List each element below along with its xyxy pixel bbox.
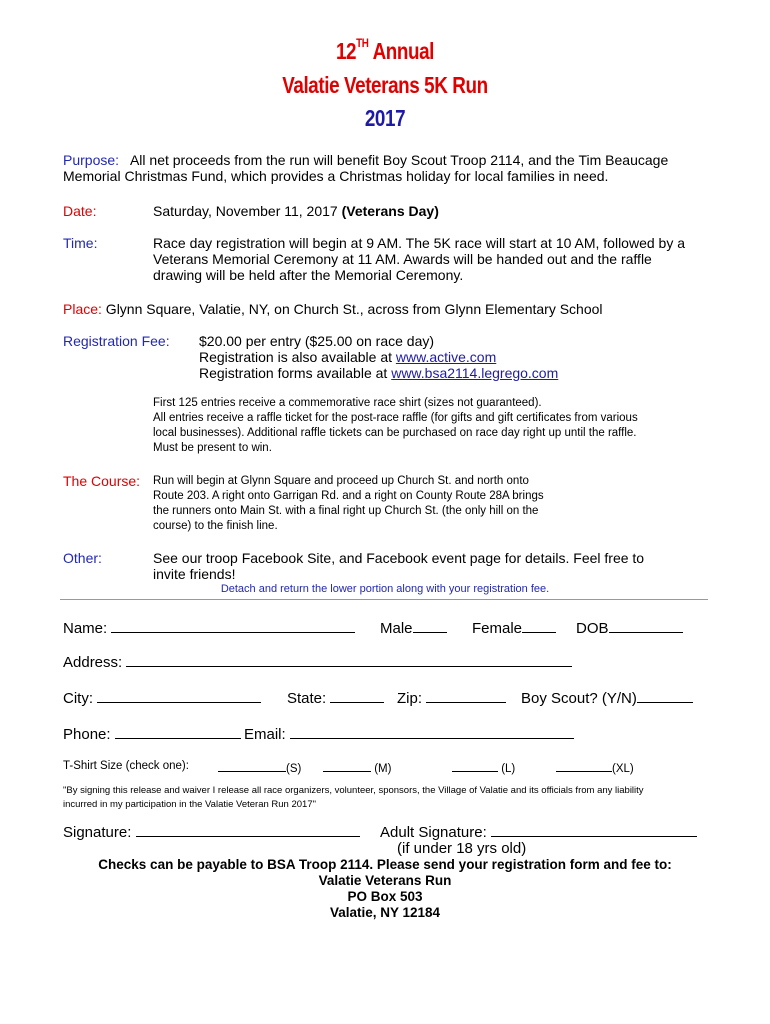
- phone-field[interactable]: [115, 724, 241, 739]
- course-details: [153, 474, 723, 534]
- dob-label: DOB: [576, 620, 609, 637]
- signature-row: [63, 822, 360, 842]
- purpose-line-2: Memorial Christmas Fund, which provides a Christmas holiday for local families in need.: [63, 168, 609, 184]
- tshirt-s-field[interactable]: [218, 760, 286, 772]
- title-annual: Annual: [368, 38, 435, 64]
- tshirt-l: [452, 760, 515, 775]
- email-label: Email:: [244, 726, 286, 743]
- tshirt-l-label: (L): [501, 763, 516, 775]
- tshirt-m: [323, 760, 391, 775]
- bsa2114-link[interactable]: www.bsa2114.legrego.com: [391, 365, 559, 381]
- other-line-2: invite friends!: [153, 566, 236, 582]
- other-line-1: See our troop Facebook Site, and Facebook event page for details. Feel free to: [153, 550, 645, 566]
- mailing-info: [0, 857, 770, 921]
- zip-label: Zip:: [397, 690, 423, 707]
- tshirt-xl: [556, 760, 634, 775]
- boy-scout-row: [521, 688, 693, 708]
- date-veterans-day: (Veterans Day): [341, 203, 439, 219]
- active-com-link[interactable]: www.active.com: [395, 349, 497, 365]
- boy-scout-label: Boy Scout? (Y/N): [521, 690, 637, 707]
- title-superscript: TH: [356, 36, 369, 50]
- adult-signature-label: Adult Signature:: [380, 824, 487, 841]
- adult-signature-row: [380, 822, 697, 842]
- course-label: The Course:: [63, 473, 141, 489]
- detach-note: Detach and return the lower portion along with your registration fee.: [220, 583, 550, 595]
- entries-line-3: local businesses). Additional raffle tickets can be purchased on race day right up until the raffle.: [153, 427, 637, 439]
- place-label: Place:: [63, 301, 102, 317]
- tshirt-m-label: (M): [374, 763, 392, 775]
- entries-info: [153, 396, 723, 456]
- fee-label: Registration Fee:: [63, 333, 170, 349]
- waiver-text: [63, 784, 713, 812]
- female-field[interactable]: [522, 618, 556, 633]
- male-label: Male: [380, 620, 413, 637]
- fee-line-2-text: Registration is also available at: [199, 349, 396, 365]
- purpose-label: Purpose:: [63, 152, 120, 168]
- course-line-3: the runners onto Main St. with a final right up Church St. (the only hill on the: [153, 505, 539, 517]
- tshirt-label: T-Shirt Size (check one):: [63, 760, 189, 772]
- other-details: [153, 550, 723, 582]
- address-field[interactable]: [126, 652, 572, 667]
- entries-line-4: Must be present to win.: [153, 442, 272, 454]
- purpose-section: [63, 152, 723, 184]
- entries-line-1: First 125 entries receive a commemorative race shirt (sizes not guaranteed).: [153, 397, 542, 409]
- tshirt-xl-label: (XL): [612, 763, 634, 775]
- mailing-line-1: Checks can be payable to BSA Troop 2114. Please send your registration form and fee to:: [98, 857, 672, 872]
- phone-label: Phone:: [63, 726, 111, 743]
- state-field[interactable]: [330, 688, 384, 703]
- zip-field[interactable]: [426, 688, 506, 703]
- title-year: 2017: [364, 105, 406, 131]
- course-line-4: course) to the finish line.: [153, 520, 278, 532]
- city-row: [63, 688, 261, 708]
- purpose-line-1: All net proceeds from the run will benefit Boy Scout Troop 2114, and the Tim Beaucage: [129, 152, 669, 168]
- male-row: [380, 618, 447, 638]
- title-number: 12: [335, 38, 357, 64]
- dob-row: [576, 618, 683, 638]
- time-line-3: drawing will be held after the Memorial Ceremony.: [153, 267, 464, 283]
- mailing-line-4: Valatie, NY 12184: [329, 905, 441, 920]
- signature-field[interactable]: [136, 822, 360, 837]
- female-row: [472, 618, 556, 638]
- tshirt-l-field[interactable]: [452, 760, 498, 772]
- title-line-1: [69, 38, 700, 65]
- course-line-1: Run will begin at Glynn Square and proceed up Church St. and north onto: [153, 475, 529, 487]
- fee-line-1: $20.00 per entry ($25.00 on race day): [199, 333, 435, 349]
- place-value: Glynn Square, Valatie, NY, on Church St., across from Glynn Elementary School: [101, 301, 603, 317]
- time-value: [153, 235, 733, 283]
- dob-field[interactable]: [609, 618, 683, 633]
- tshirt-s: [218, 760, 301, 775]
- place-section: [63, 301, 603, 317]
- city-field[interactable]: [97, 688, 261, 703]
- email-row: [244, 724, 574, 744]
- state-label: State:: [287, 690, 327, 707]
- other-label: Other:: [63, 550, 102, 566]
- date-value: [153, 203, 439, 219]
- mailing-line-3: PO Box 503: [347, 889, 423, 904]
- date-text: Saturday, November 11, 2017: [153, 203, 342, 219]
- time-label: Time:: [63, 235, 98, 251]
- tshirt-xl-field[interactable]: [556, 760, 612, 772]
- email-field[interactable]: [290, 724, 574, 739]
- time-line-2: Veterans Memorial Ceremony at 11 AM. Awards will be handed out and the raffle: [153, 251, 652, 267]
- fee-line-3-text: Registration forms available at: [199, 365, 392, 381]
- detach-divider: [60, 599, 708, 600]
- zip-row: [397, 688, 506, 708]
- phone-row: [63, 724, 241, 744]
- date-label: Date:: [63, 203, 97, 219]
- state-row: [287, 688, 384, 708]
- entries-line-2: All entries receive a raffle ticket for the post-race raffle (for gifts and gift certificates from various: [153, 412, 638, 424]
- course-line-2: Route 203. A right onto Garrigan Rd. and a right on County Route 28A brings: [153, 490, 544, 502]
- tshirt-m-field[interactable]: [323, 760, 371, 772]
- adult-signature-field[interactable]: [491, 822, 697, 837]
- boy-scout-field[interactable]: [637, 688, 693, 703]
- name-label: Name:: [63, 620, 108, 637]
- name-row: [63, 618, 355, 638]
- name-field[interactable]: [111, 618, 355, 633]
- fee-details: [199, 333, 558, 381]
- city-label: City:: [63, 690, 93, 707]
- tshirt-s-label: (S): [286, 763, 302, 775]
- waiver-line-2: incurred in my participation in the Valatie Veteran Run 2017": [63, 799, 316, 810]
- signature-label: Signature:: [63, 824, 132, 841]
- address-row: [63, 652, 572, 672]
- waiver-line-1: "By signing this release and waiver I release all race organizers, volunteer, sponsors, the Village of Valatie and its officials from any liability: [63, 785, 644, 796]
- address-label: Address:: [63, 654, 123, 671]
- title-line-2: Valatie Veterans 5K Run: [282, 72, 488, 98]
- mailing-line-2: Valatie Veterans Run: [318, 873, 452, 888]
- under-18-note: (if under 18 yrs old): [397, 840, 527, 857]
- time-line-1: Race day registration will begin at 9 AM. The 5K race will start at 10 AM, followed by a: [153, 235, 685, 251]
- male-field[interactable]: [413, 618, 447, 633]
- female-label: Female: [472, 620, 523, 637]
